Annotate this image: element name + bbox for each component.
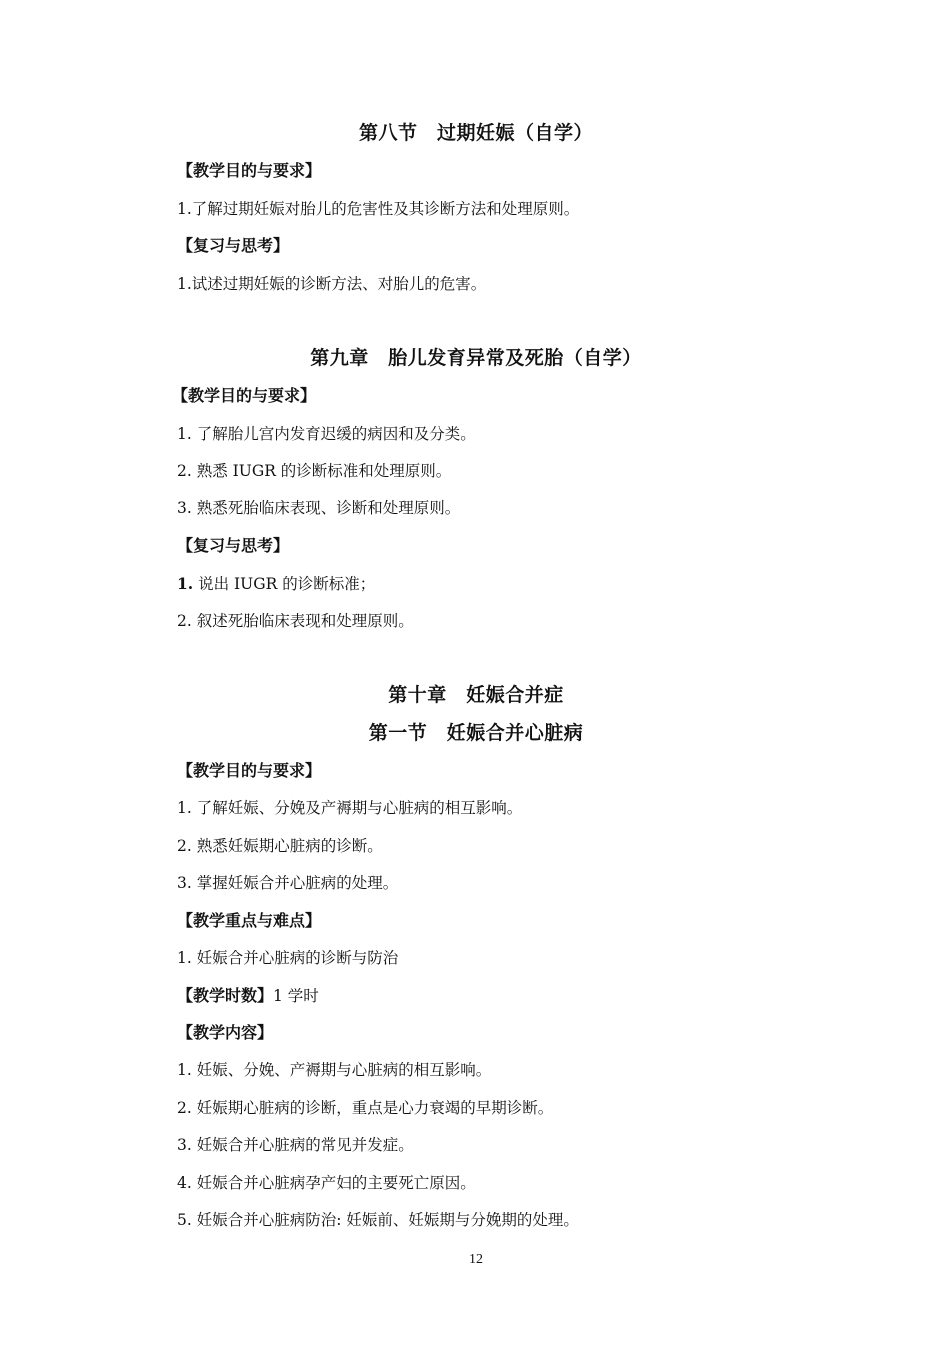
ch10-content-item: 4. 妊娠合并心脏病孕产妇的主要死亡原因。 bbox=[177, 1174, 476, 1192]
ch10-content-item: 5. 妊娠合并心脏病防治: 妊娠前、妊娠期与分娩期的处理。 bbox=[177, 1211, 579, 1229]
s8-goals-label: 【教学目的与要求】 bbox=[177, 161, 322, 180]
s8-goal-item: 1.了解过期妊娠对胎儿的危害性及其诊断方法和处理原则。 bbox=[177, 200, 580, 218]
ch9-review-label: 【复习与思考】 bbox=[177, 536, 290, 555]
ch9-goals-label: 【教学目的与要求】 bbox=[172, 386, 317, 405]
chapter-9-title: 第九章 胎儿发育异常及死胎（自学） bbox=[310, 347, 642, 369]
ch10-content-item: 2. 妊娠期心脏病的诊断，重点是心力衰竭的早期诊断。 bbox=[177, 1099, 554, 1117]
ch9-goal-item: 1. 了解胎儿宫内发育迟缓的病因和及分类。 bbox=[177, 425, 476, 443]
ch10-goal-item: 1. 了解妊娠、分娩及产褥期与心脏病的相互影响。 bbox=[177, 799, 523, 817]
ch9-review-item bbox=[177, 573, 375, 595]
section-8-title: 第八节 过期妊娠（自学） bbox=[358, 122, 593, 144]
ch10-goals-label: 【教学目的与要求】 bbox=[177, 761, 322, 780]
chapter-10-title: 第十章 妊娠合并症 bbox=[388, 684, 564, 706]
ch10-hours-label: 【教学时数】 bbox=[177, 986, 274, 1005]
ch10-content-label: 【教学内容】 bbox=[177, 1023, 274, 1042]
ch9-goal-item: 3. 熟悉死胎临床表现、诊断和处理原则。 bbox=[177, 499, 461, 517]
ch10-content-item: 3. 妊娠合并心脏病的常见并发症。 bbox=[177, 1136, 414, 1154]
s8-review-label: 【复习与思考】 bbox=[177, 236, 290, 255]
ch10-goal-item: 2. 熟悉妊娠期心脏病的诊断。 bbox=[177, 837, 383, 855]
ch10-key-label: 【教学重点与难点】 bbox=[177, 911, 322, 930]
ch9-review-item-number: 1. bbox=[177, 574, 194, 593]
page-number: 12 bbox=[469, 1252, 483, 1267]
chapter-10-section-1-title: 第一节 妊娠合并心脏病 bbox=[368, 722, 584, 744]
ch9-goal-item: 2. 熟悉 IUGR 的诊断标准和处理原则。 bbox=[177, 462, 452, 480]
ch9-review-item-text: 说出 IUGR 的诊断标准； bbox=[193, 575, 376, 593]
ch10-goal-item: 3. 掌握妊娠合并心脏病的处理。 bbox=[177, 874, 399, 892]
ch10-hours-value: 1 学时 bbox=[273, 987, 319, 1005]
ch10-hours bbox=[177, 985, 319, 1007]
s8-review-item: 1.试述过期妊娠的诊断方法、对胎儿的危害。 bbox=[177, 275, 487, 293]
ch10-key-item: 1. 妊娠合并心脏病的诊断与防治 bbox=[177, 949, 399, 967]
ch10-content-item: 1. 妊娠、分娩、产褥期与心脏病的相互影响。 bbox=[177, 1061, 492, 1079]
ch9-review-item: 2. 叙述死胎临床表现和处理原则。 bbox=[177, 612, 414, 630]
